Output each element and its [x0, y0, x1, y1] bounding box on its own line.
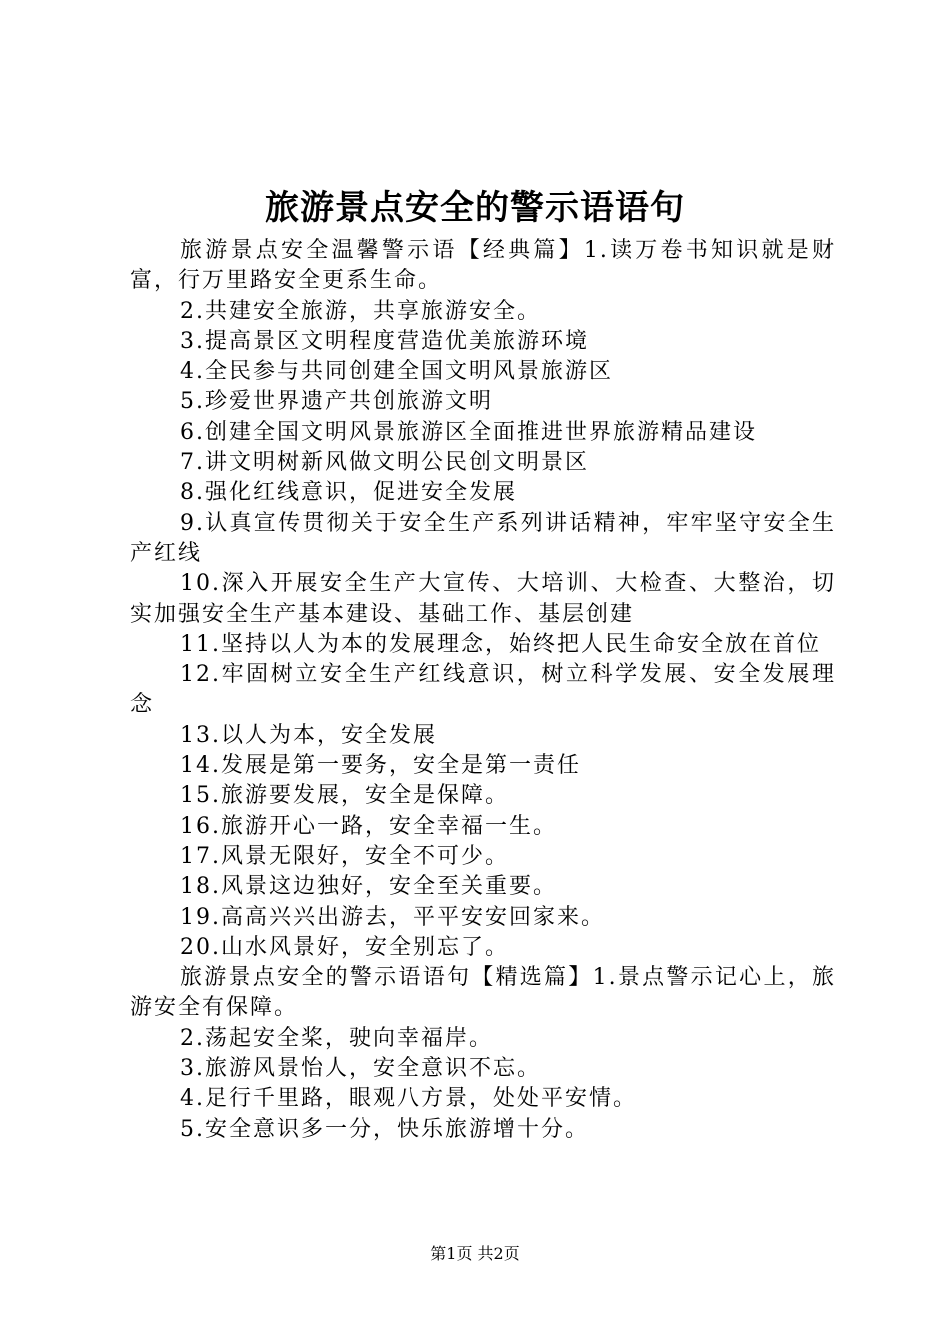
- paragraph: 11.坚持以人为本的发展理念，始终把人民生命安全放在首位: [180, 631, 821, 657]
- paragraph: 2.共建安全旅游，共享旅游安全。: [180, 298, 541, 324]
- paragraph: 6.创建全国文明风景旅游区全面推进世界旅游精品建设: [180, 419, 757, 445]
- paragraph: 16.旅游开心一路，安全幸福一生。: [180, 813, 557, 839]
- paragraph: 10.深入开展安全生产大宣传、大培训、大检查、大整治，切实加强安全生产基本建设、基础工作、基层创建: [130, 571, 836, 627]
- paragraph: 5.安全意识多一分，快乐旅游增十分。: [180, 1116, 589, 1142]
- paragraph: 2.荡起安全桨，驶向幸福岸。: [180, 1025, 493, 1051]
- paragraph: 7.讲文明树新风做文明公民创文明景区: [180, 450, 589, 476]
- paragraph: 4.足行千里路，眼观八方景，处处平安情。: [180, 1086, 637, 1112]
- document-title: 旅游景点安全的警示语语句: [265, 188, 685, 228]
- paragraph: 13.以人为本，安全发展: [180, 722, 437, 748]
- paragraph: 15.旅游要发展，安全是保障。: [180, 783, 509, 809]
- paragraph: 3.提高景区文明程度营造优美旅游环境: [180, 328, 589, 354]
- page-number-footer: 第1页 共2页: [430, 1244, 520, 1263]
- paragraph: 5.珍爱世界遗产共创旅游文明: [180, 389, 493, 415]
- paragraph: 17.风景无限好，安全不可少。: [180, 843, 509, 869]
- document-body: [130, 236, 836, 1145]
- paragraph: 19.高高兴兴出游去，平平安安回家来。: [180, 904, 605, 930]
- paragraph: 旅游景点安全温馨警示语【经典篇】1.读万卷书知识就是财富，行万里路安全更系生命。: [130, 238, 836, 294]
- paragraph: 8.强化红线意识，促进安全发展: [180, 480, 517, 506]
- paragraph: 14.发展是第一要务，安全是第一责任: [180, 753, 581, 779]
- paragraph: 4.全民参与共同创建全国文明风景旅游区: [180, 359, 613, 385]
- paragraph: 3.旅游风景怡人，安全意识不忘。: [180, 1056, 541, 1082]
- paragraph: 18.风景这边独好，安全至关重要。: [180, 874, 557, 900]
- paragraph: 12.牢固树立安全生产红线意识，树立科学发展、安全发展理念: [130, 662, 836, 718]
- paragraph: 20.山水风景好，安全别忘了。: [180, 934, 509, 960]
- paragraph: 旅游景点安全的警示语语句【精选篇】1.景点警示记心上，旅游安全有保障。: [130, 965, 836, 1021]
- paragraph: 9.认真宣传贯彻关于安全生产系列讲话精神，牢牢坚守安全生产红线: [130, 510, 836, 566]
